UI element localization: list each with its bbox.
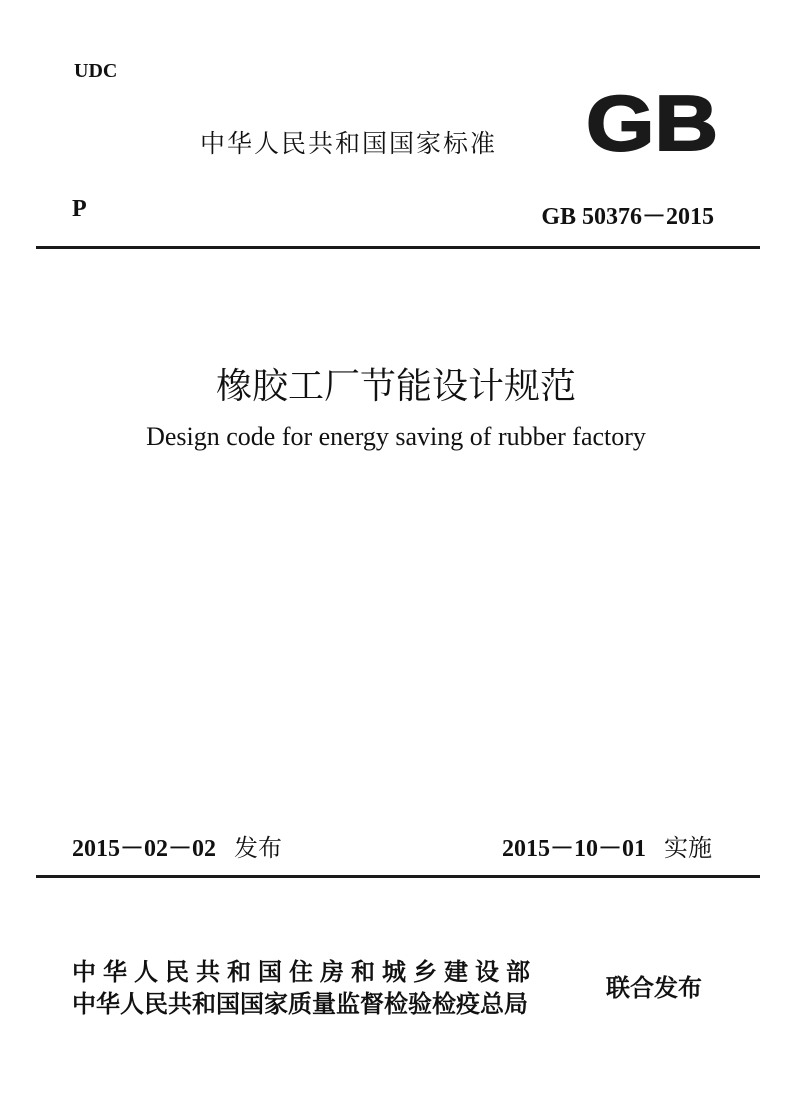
gb-logo [584, 88, 720, 156]
issue-date-line [72, 828, 282, 863]
national-standard-heading: 中华人民共和国国家标准 [200, 129, 498, 158]
category-letter: P [72, 196, 87, 222]
issue-label: 发布 [234, 834, 282, 862]
udc-label: UDC [74, 60, 118, 82]
standard-number: GB 50376－2015 [541, 204, 714, 230]
svg-text:GB: GB [586, 88, 718, 156]
publisher-aqsiq: 中华人民共和国国家质量监督检验检疫总局 [72, 990, 528, 1018]
joint-publish-label: 联合发布 [606, 974, 702, 1002]
implementation-date: 2015－10－01 [502, 836, 646, 862]
title-chinese: 橡胶工厂节能设计规范 [215, 366, 576, 407]
publisher-ministry: 中华人民共和国住房和城乡建设部 [72, 958, 537, 986]
top-divider [36, 246, 760, 249]
implementation-date-line [502, 828, 712, 863]
issue-date: 2015－02－02 [72, 836, 216, 862]
title-english: Design code for energy saving of rubber factory [146, 422, 646, 451]
bottom-divider [36, 875, 760, 878]
implementation-label: 实施 [664, 834, 712, 862]
